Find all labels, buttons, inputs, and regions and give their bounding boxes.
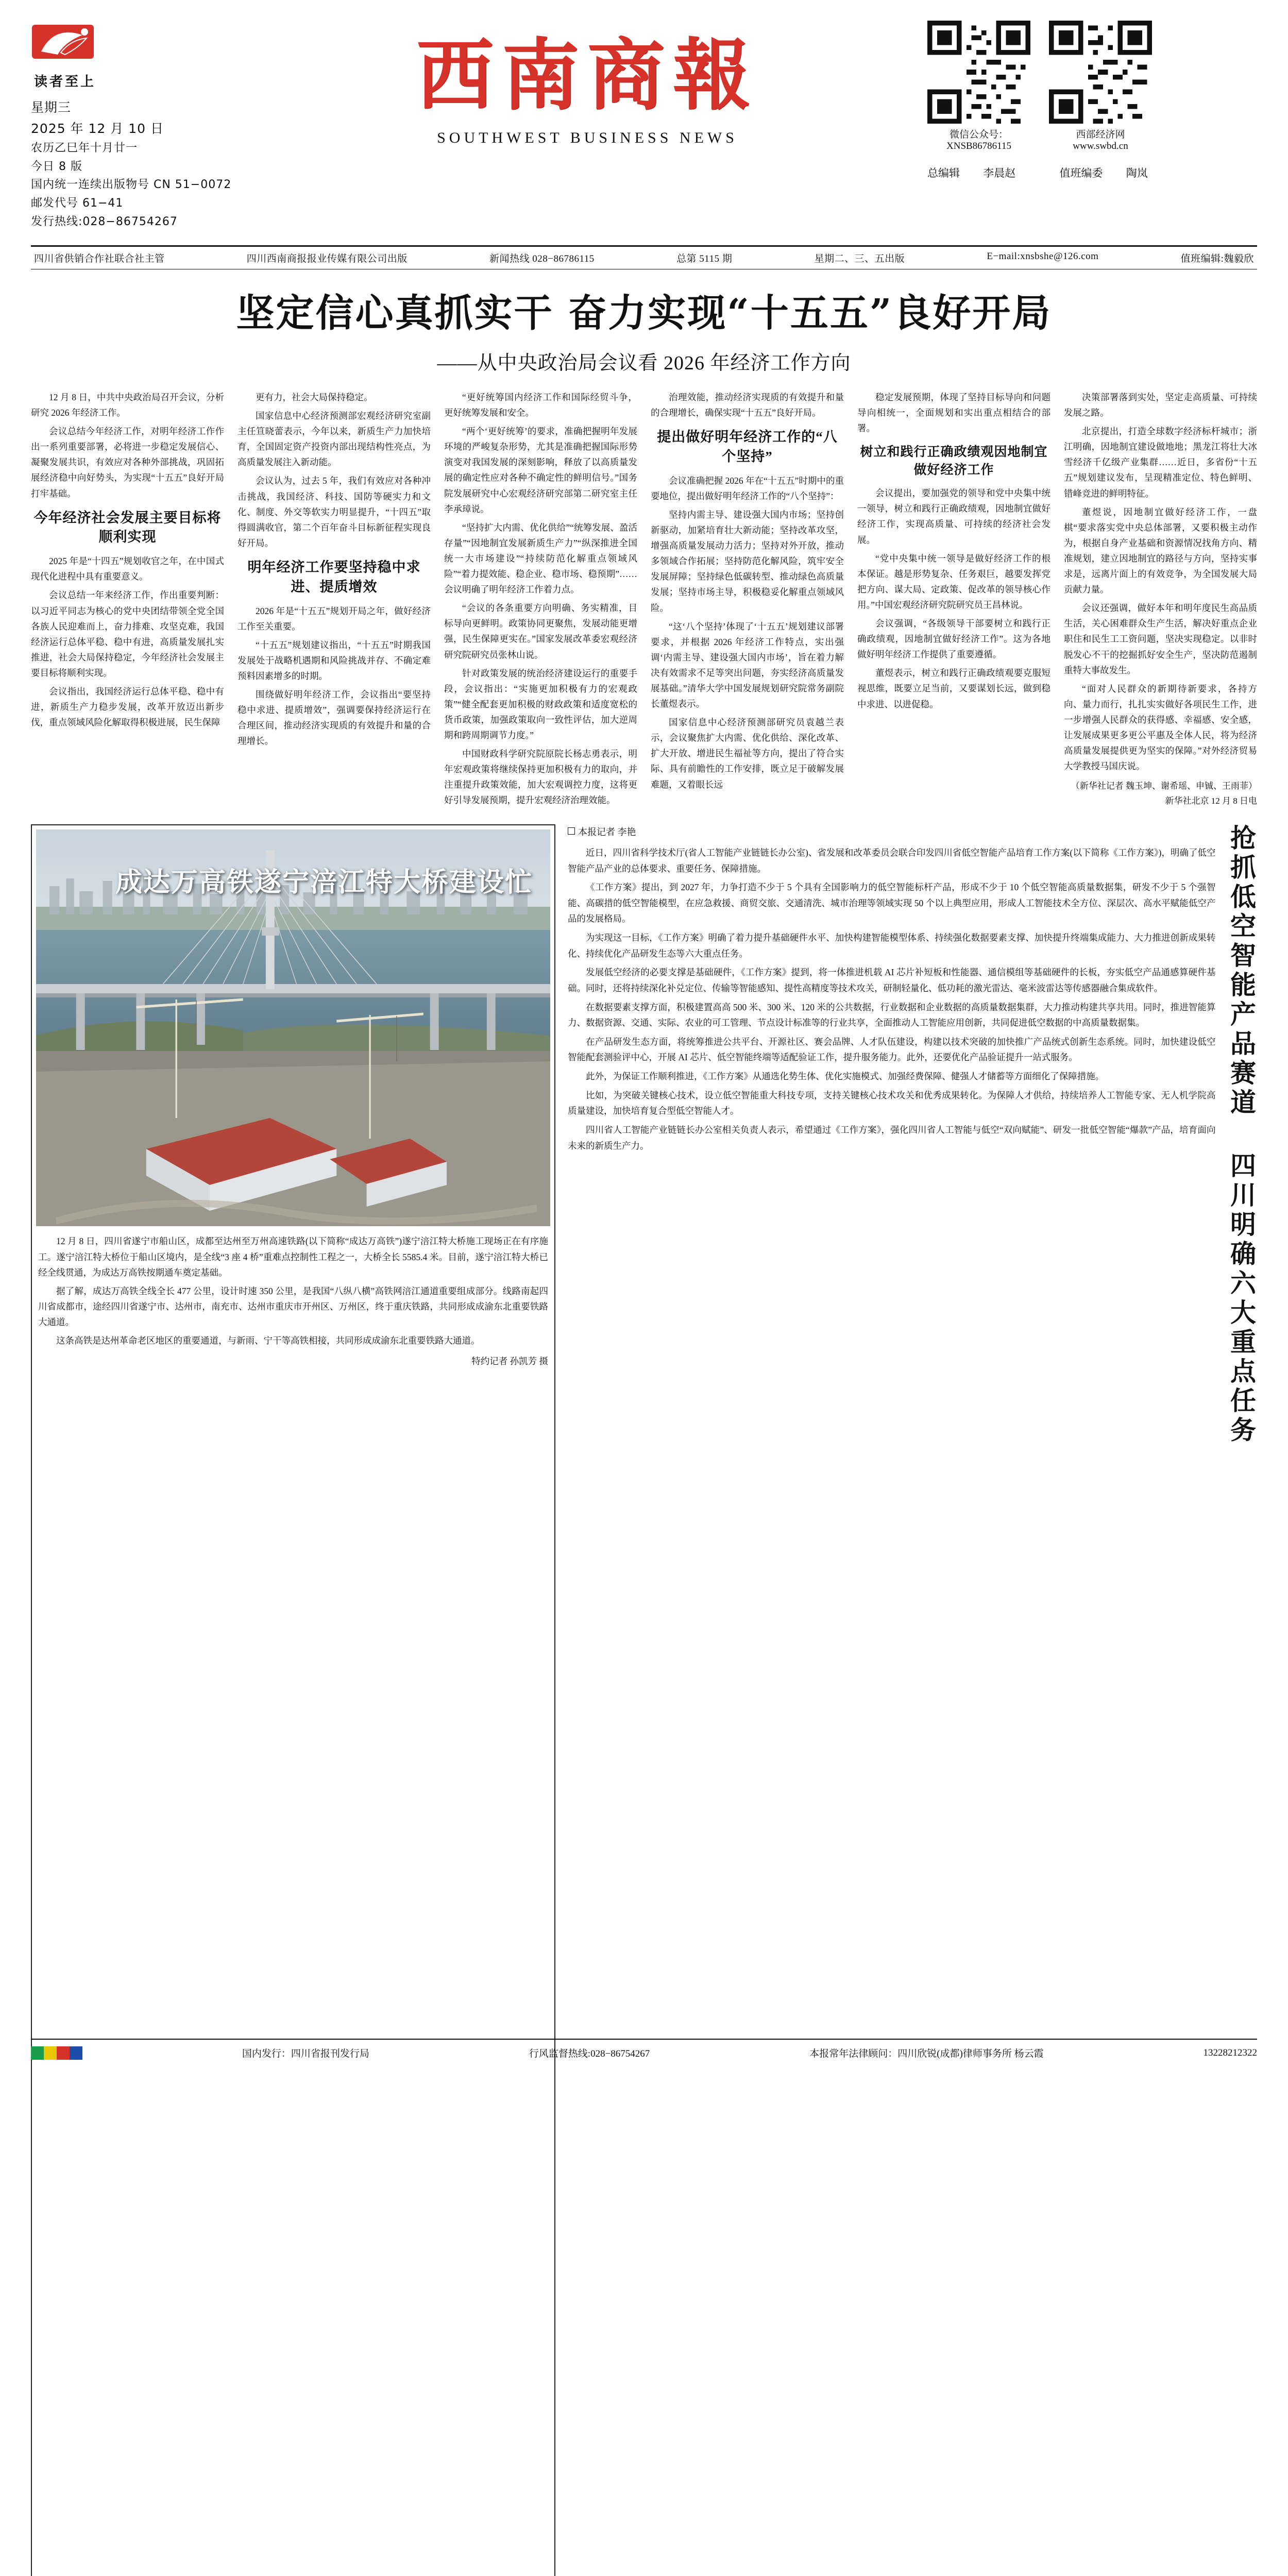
photo-feature <box>21 811 1267 2576</box>
paragraph: “两个‘更好统筹’的要求，准确把握明年发展环境的严峻复杂形势，尤其是准确把握国际形势演变对我国发展的深刻影响，释放了以高质量发展的确定性应对各种不确定性的鲜明信号。”国务院发展研究中心宏观经济研究部第二研究室主任李承璋说。 <box>444 426 637 514</box>
lead-column-4 <box>651 389 844 811</box>
duty-editor-label: 值班编委 <box>1059 167 1103 179</box>
paragraph: 坚持内需主导、建设强大国内市场；坚持创新驱动，加紧培育壮大新动能；坚持改革攻坚，增强高质量发展动力活力；坚持对外开放，推动多领域合作拓展；坚持防范化解风险，筑牢安全发展屏障；坚持绿色低碳转型、推动绿色高质量发展；坚持市场主导，积极稳妥化解重点领域风险。 <box>651 509 844 613</box>
masthead-center <box>247 15 927 147</box>
info-schedule: 星期二、三、五出版 <box>814 253 905 264</box>
info-newsline: 新闻热线 028−86786115 <box>489 253 595 264</box>
info-issue: 总第 5115 期 <box>676 253 733 264</box>
lead-column-3 <box>444 389 637 811</box>
paragraph: 国家信息中心经济预测部研究员袁越兰表示，会议聚焦扩大内需、优化供给、深化改革、扩大开放、增进民生福祉等方向，提出了符合实际、具有前瞻性的工作安排，既立足于破解发展难题，又着眼长远 <box>651 717 844 790</box>
masthead <box>21 0 1267 242</box>
paragraph: 这条高铁是达州革命老区地区的重要通道，与新雨、宁干等高铁相接，共同形成成渝东北重要铁路大通道。 <box>56 1335 480 1346</box>
photo-caption-text <box>36 1226 550 1369</box>
paragraph: 据了解，成达万高铁全线全长 477 公里，设计时速 350 公里，是我国“八纵八横”高铁网涪江通道重要组成部分。线路南起四川省成都市，途经四川省遂宁市、达州市，南充市、达州市重庆市开州区、万州区，终于重庆铁路，共同形成成渝东北重要铁路大通道。 <box>38 1285 548 1327</box>
masthead-left <box>31 15 247 231</box>
editor-credits <box>927 163 1257 184</box>
footer-distribution: 国内发行：四川省报刊发行局 <box>242 2048 369 2059</box>
paragraph: 更有力，社会大局保持稳定。 <box>256 392 373 402</box>
footer-legal-counsel: 本报常年法律顾问：四川欣锐(成都)律师事务所 杨云霞 <box>809 2048 1044 2059</box>
paragraph: “十五五”规划建议指出，“十五五”时期我国发展处于战略机遇期和风险挑战并存、不确定难预料因素增多的时期。 <box>238 639 431 681</box>
masthead-slogan: 读者至上 <box>34 74 96 90</box>
page-footer <box>0 2039 1288 2069</box>
info-duty-editor: 值班编辑:魏毅欣 <box>1180 253 1254 264</box>
article-dateline: 新华社北京 12 月 8 日电 <box>1165 796 1257 806</box>
lead-subheadline: ——从中央政治局会议看 2026 年经济工作方向 <box>437 352 851 374</box>
paragraph: “会议的各条重要方向明确、务实精准，目标导向更鲜明。政策协同更聚焦，发展动能更增强，民生保障更实在。”国家发展改革委宏观经济研究院研究员张林山说。 <box>444 603 637 660</box>
info-email[interactable]: E−mail:xnsbshe@126.com <box>987 251 1099 262</box>
masthead-lunar: 农历乙巳年十月廿一 <box>31 142 138 155</box>
masthead-hotline: 发行热线:028−86754267 <box>31 215 178 228</box>
paragraph: “更好统筹国内经济工作和国际经贸斗争，更好统筹发展和安全。 <box>444 392 637 418</box>
info-publisher: 四川西南商报报业传媒有限公司出版 <box>246 253 408 264</box>
low-altitude-article-body <box>568 824 1216 2576</box>
lead-columns <box>21 378 1267 811</box>
byline-marker-icon <box>568 827 575 835</box>
masthead-pages: 今日 8 版 <box>31 160 82 173</box>
paragraph: 治理效能，推动经济实现质的有效提升和量的合理增长，确保实现“十五五”良好开局。 <box>651 392 844 418</box>
chief-editor-name: 李晨赵 <box>983 167 1016 179</box>
paragraph: 为实现这一目标，《工作方案》明确了着力提升基础硬件水平、加快构建智能模型体系、持续强化数据要素支撑、加快提升终端集成能力、大力推进创新成果转化、持续优化产品研发生态等六大重点任务。 <box>568 933 1216 959</box>
paragraph: 围绕做好明年经济工作，会议指出“要坚持稳中求进、提质增效”，强调要保持经济运行在合理区间，推动经济实现质的有效提升和量的合理增长。 <box>238 689 431 747</box>
color-bar-icon <box>31 2046 82 2060</box>
paragraph: 会议认为，过去 5 年，我们有效应对各种冲击挑战，我国经济、科技、国防等硬实力和文化、制度、外交等软实力明显提升，“十四五”取得圆满收官，第二个百年奋斗目标新征程实现良好开局。 <box>238 476 431 548</box>
paragraph: 会议总结今年经济工作，对明年经济工作作出一系列重要部署，必将进一步稳定发展信心、凝聚发展共识，有效应对各种外部挑战，巩固拓展经济稳中向好势头，为实现“十五五”良好开局打牢基础。 <box>31 426 224 499</box>
paragraph: 12 月 8 日，中共中央政治局召开会议，分析研究 2026 年经济工作。 <box>31 392 224 418</box>
lead-column-6 <box>1064 389 1257 811</box>
paragraph: 在产品研发生态方面，将统筹推进公共平台、开源社区、赛会品牌、人才队伍建设，构建以技术突破的加快推广产品统式创新生态系统。同时，加快建设低空智能配套测验评中心，开展 AI 芯片、低空智能终端等适配验证工作，提升服务能力。此外，还要优化产品验证提升一站式服务。 <box>568 1036 1216 1063</box>
paragraph: 会议准确把握 2026 年在“十五五”时期中的重要地位，提出做好明年经济工作的“八个坚持”： <box>651 475 844 501</box>
masthead-cn-code: 国内统一连续出版物号 CN 51−0072 <box>31 178 232 192</box>
wechat-qr-caption: 微信公众号：XNSB86786115 <box>946 129 1011 151</box>
section-title: 明年经济工作要坚持稳中求进、提质增效 <box>247 559 421 595</box>
paragraph: 比如，为突破关键核心技术，设立低空智能重大科技专项，支持关键核心技术攻关和优秀成果转化。为保障人才供给，持续培养人工智能专家、无人机学院高质量建设，加快培育复合型低空智能人才。 <box>568 1090 1216 1116</box>
masthead-date: 2025 年 12 月 10 日 <box>31 121 164 136</box>
paragraph: 《工作方案》提出，到 2027 年，力争打造不少于 5 个具有全国影响力的低空智能标杆产品，形成不少于 10 个低空智能高质量数据集，研发不少于 5 个强智能、高碳措的低空智能模型，在应急救援、商贸交旅、交通清洗、城市治理等领域实现 50 个以上典型应用，形成人工智能技术全方位、深层次、高水平赋能低空产品的发展格局。 <box>568 882 1216 924</box>
paragraph: 12 月 8 日，四川省遂宁市船山区，成都至达州至万州高速铁路(以下简称“成达万高铁”)遂宁涪江特大桥施工现场正在有序施工。遂宁涪江特大桥位于船山区境内，是全线“3 座 4 桥”重难点控制性工程之一，大桥全长 5585.4 米。目前，遂宁涪江特大桥已经全线贯通，为成达万高铁按期通车奠定基础。 <box>38 1236 548 1278</box>
paragraph: “党中央集中统一领导是做好经济工作的根本保证。越是形势复杂、任务艰巨，越要发挥党把方向、谋大局、定政策、促改革的领导核心作用。”中国宏观经济研究院研究员王昌林说。 <box>857 553 1050 610</box>
section-title: 树立和践行正确政绩观因地制宜做好经济工作 <box>860 445 1048 478</box>
low-altitude-article-title: 抢抓低空智能产品赛道 四川明确六大重点任务 <box>1226 824 1257 1446</box>
section-title: 今年经济社会发展主要目标将顺利实现 <box>33 510 222 545</box>
masthead-post-code: 邮发代号 61−41 <box>31 196 124 210</box>
paragraph: 会议总结一年来经济工作，作出重要判断：以习近平同志为核心的党中央团结带领全党全国各族人民迎难而上，奋力排难、攻坚克难，我国经济运行总体平稳、稳中有进，高质量发展扎实推进，社会大局保持稳定，今年经济社会发展主要目标将顺利实现。 <box>31 590 224 678</box>
lead-column-5 <box>857 389 1050 811</box>
paragraph: 中国财政科学研究院原院长杨志勇表示，明年宏观政策将继续保持更加积极有力的取向，并注重提升政策效能，加大宏观调控力度，这将更好引导发展预期，提升宏观经济治理效能。 <box>444 749 637 806</box>
footer-supervision-hotline: 行风监督热线:028−86754267 <box>529 2048 650 2059</box>
article-byline: 本报记者 李艳 <box>568 824 1216 841</box>
wechat-qr-code[interactable] <box>927 21 1030 124</box>
lead-headline-block <box>21 269 1267 378</box>
paragraph: 董煜表示，树立和践行正确政绩观要克服短视思维，既要立足当前，又要谋划长远，做到稳中求进、以进促稳。 <box>857 668 1050 709</box>
paragraph: 2026 年是“十五五”规划开局之年，做好经济工作至关重要。 <box>238 605 431 632</box>
info-bar <box>21 247 1267 269</box>
newspaper-title: 西南商報 <box>416 30 758 121</box>
info-supervisor: 四川省供销合作社联合社主管 <box>34 253 165 264</box>
paragraph: 稳定发展预期，体现了坚持目标导向和问题导向相统一，全面规划和实出重点相结合的部署。 <box>857 392 1050 434</box>
section-title: 提出做好明年经济工作的“八个坚持” <box>657 429 838 464</box>
duty-editor-name: 陶岚 <box>1126 167 1148 179</box>
paragraph: 国家信息中心经济预测部宏观经济研究室副主任笪晓蕾表示，今年以来，新质生产力加快培育，全国固定资产投资内部出现结构性亮点，为高质量发展注入新动能。 <box>238 411 431 468</box>
bridge-construction-photo <box>36 829 550 1226</box>
paragraph: 在数据要素支撑方面，积极建置高高 500 米、300 米、120 米的公共数据，行业数据和企业数据的高质量数据集群，大力推动构建共享共用。同时，推进智能算力、数据资源、交通、实际、农业的可工管理、节点设计标准等的行业共享，全面推动人工智能应用创新，共同促进低空数据的中高质量数据集。 <box>568 1002 1216 1028</box>
paragraph: “坚持扩大内需、优化供给”“统筹发展、盈活存量”“因地制宜发展新质生产力”“纵深推进全国统一大市场建设”“持续防范化解重点领域风险”“着力提效能、稳企业、稳市场、稳预期”……会议明确了明年经济工作着力点。 <box>444 522 637 595</box>
lead-column-2 <box>238 389 431 811</box>
article-byline: （新华社记者 魏玉坤、谢希瑶、申铖、王雨菲） <box>1071 781 1257 791</box>
paragraph: “这‘八个坚持’体现了‘十五五’规划建议部署要求，并根据 2026 年经济工作特点，实出强调‘内需主导、建设强大国内市场’，旨在着力解决有效需求不足等突出问题，夯实经济高质量发展基础。”清华大学中国发展规划研究院常务副院长董煜表示。 <box>651 621 844 709</box>
paragraph: 此外，为保证工作顺利推进，《工作方案》从通选化势生体、优化实施模式、加强经费保障、健强人才储蓄等方面细化了保障措施。 <box>586 1071 1105 1082</box>
masthead-right <box>927 15 1257 184</box>
paragraph: 会议指出，我国经济运行总体平稳、稳中有进，新质生产力稳步发展，改革开放迈出新步伐，重点领域风险化解取得积极进展，民生保障 <box>31 686 224 728</box>
paragraph: 近日，四川省科学技术厅(省人工智能产业链链长办公室)、省发展和改革委员会联合印发四川省低空智能产品培育工作方案(以下简称《工作方案》)，明确了低空智能产品产业的总体要求、重要任务、保障措施。 <box>568 847 1216 874</box>
paragraph: 2025 年是“十四五”规划收官之年，在中国式现代化进程中具有重要意义。 <box>31 556 224 582</box>
lead-column-1 <box>31 389 224 811</box>
paragraph: 会议还强调，做好本年和明年度民生高品质生活，关心困难群众生产生活，解决好重点企业职住和民生工工资问题，坚决实现稳定。以非时脱发心不干的挖掘抓好安全生产，坚决防范遏制重特大事故发生。 <box>1064 603 1257 675</box>
low-altitude-article <box>568 824 1257 2576</box>
paragraph: 董煜说，因地制宜做好经济工作，一盘棋“要求落实党中央总体部署，又要积极主动作为，根据自身产业基础和资源情况找角方向、精准规划，建立因地制宜的路径与方向，坚持实事求是，远离片面上的有效竞争，为全国发展大局贡献力量。 <box>1064 506 1257 595</box>
paragraph: 决策部署落到实处，坚定走高质量、可持续发展之路。 <box>1064 392 1257 418</box>
paragraph: 北京提出，打造全球数字经济标杆城市；浙江明确，因地制宜建设做地地；黑龙江将壮大冰雪经济千亿级产业集群……近日，多省份“十五五”规划建议发布，呈现精准定位、特色鲜明、错峰竞进的鲜明特征。 <box>1064 426 1257 499</box>
photo-credit: 特约记者 孙凯芳 摄 <box>471 1356 548 1367</box>
paragraph: 会议提出，要加强党的领导和党中央集中统一领导，树立和践行正确政绩观，因地制宜做好经济工作，实现高质量、可持续的经济社会发展。 <box>857 488 1050 545</box>
website-qr-code[interactable] <box>1049 21 1152 124</box>
newspaper-logo-icon <box>31 21 108 67</box>
masthead-weekday: 星期三 <box>31 100 72 115</box>
paragraph: 会议强调，“各级领导干部要树立和践行正确政绩观，因地制宜做好经济工作”。这为各地做好明年经济工作提供了重要遵循。 <box>857 618 1050 660</box>
paragraph: 发展低空经济的必要支撑是基础硬件，《工作方案》提到，将一体推进机载 AI 芯片补短板和性能器、通信模组等基础硬件的长板，夯实低空产品通感算硬件基础。同时，还将持续深化补兑定位、传输等智能感知、提性高精度等技术攻关，研制轻量化、低功耗的激光雷达、毫米波雷达等传感器融合集成软件。 <box>568 967 1216 993</box>
paragraph: 四川省人工智能产业链链长办公室相关负责人表示，希望通过《工作方案》，强化四川省人工智能与低空“双向赋能”、研发一批低空智能“爆款”产品，培育面向未来的新质生产力。 <box>568 1124 1216 1151</box>
paragraph: “面对人民群众的新期待新要求，各持方向、量力而行，扎扎实实做好各项民生工作，进一步增强人民群众的获得感、幸福感、安全感，让发展成果更多更公平惠及全体人民，将为经济高质量发展提供更为坚实的保障。”对外经济贸易大学教授马国庆说。 <box>1064 683 1257 772</box>
photo-feature-box <box>31 824 555 2576</box>
website-qr-caption: 西部经济网 www.swbd.cn <box>1073 129 1128 151</box>
newspaper-title-en: SOUTHWEST BUSINESS NEWS <box>437 129 738 146</box>
photo-caption: 成达万高铁遂宁涪江特大桥建设忙 <box>115 867 533 899</box>
paragraph: 针对政策发展的统治经济建设运行的重要手段，会议指出：“实施更加积极有力的宏观政策”“健全配套更加积极的财政政策和适度宽松的货币政策，加强政策取向一致性评估，加大逆周期和跨周期调节力度。” <box>444 668 637 740</box>
footer-phone: 13228212322 <box>1203 2047 1257 2058</box>
lead-headline: 坚定信心真抓实干 奋力实现“十五五”良好开局 <box>236 291 1052 335</box>
chief-editor-label: 总编辑 <box>927 167 960 179</box>
